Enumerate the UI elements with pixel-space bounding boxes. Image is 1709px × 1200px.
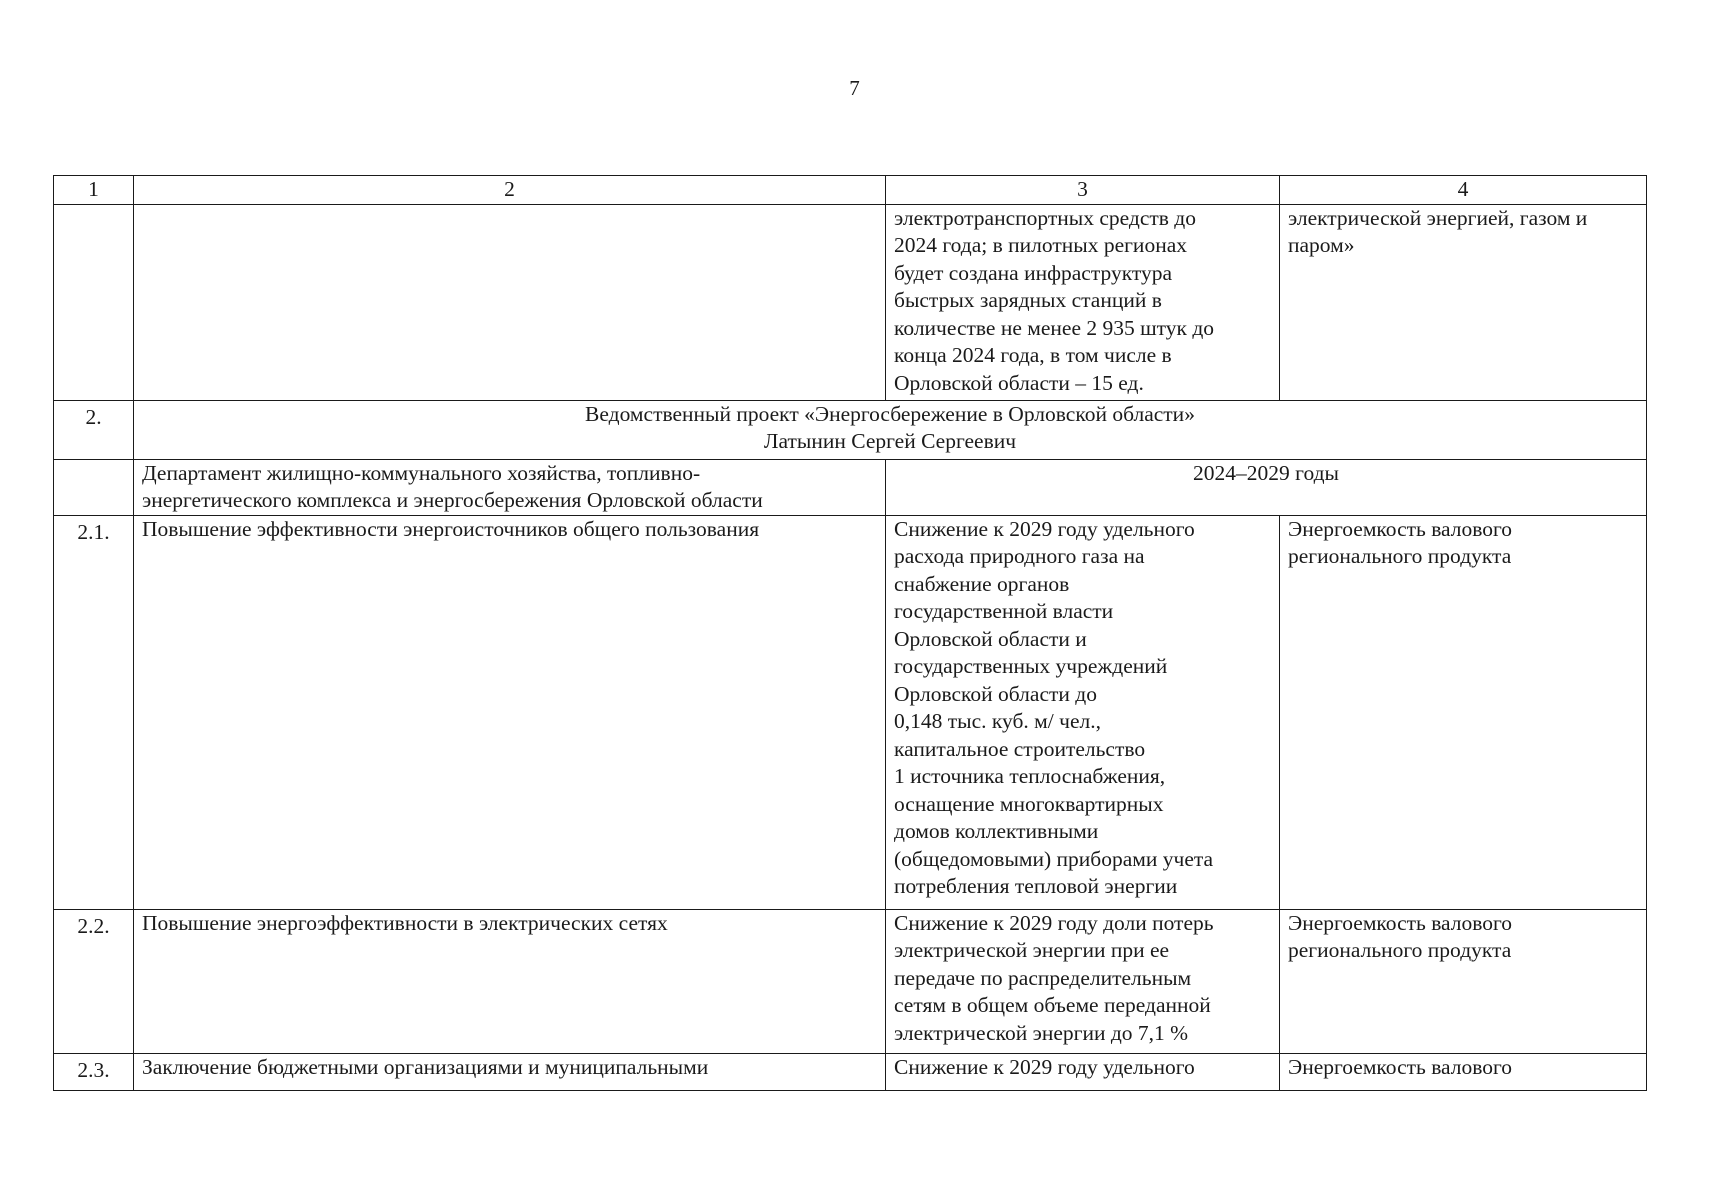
- text-line: оснащение многоквартирных: [894, 791, 1164, 816]
- table-header-row: [54, 176, 1647, 205]
- text-line: энергетического комплекса и энергосбережения Орловской области: [142, 488, 763, 512]
- cell-num: [54, 204, 134, 400]
- text-line: регионального продукта: [1288, 938, 1512, 962]
- cell-task: [134, 204, 886, 400]
- text-line: капитальное строительство: [894, 736, 1146, 761]
- text-line: передаче по распределительным: [894, 965, 1192, 990]
- cell-indicator: [1280, 204, 1647, 400]
- text-line: Орловской области и: [894, 626, 1087, 651]
- text-line: электротранспортных средств до: [894, 205, 1196, 230]
- project-title: Ведомственный проект «Энергосбережение в Орловской области»: [585, 401, 1195, 426]
- text-line: государственной власти: [894, 599, 1114, 623]
- cell-num: [54, 459, 134, 515]
- row-number: 2.2.: [54, 909, 134, 1053]
- project-number: 2.: [54, 400, 134, 459]
- page-number: 7: [849, 76, 860, 100]
- department-cell: [134, 459, 886, 515]
- row-number: 2.1.: [54, 515, 134, 909]
- header-cell-3: 3: [886, 176, 1280, 205]
- text-line: Орловской области – 15 ед.: [894, 370, 1144, 395]
- project-head: Латынин Сергей Сергеевич: [763, 429, 1017, 453]
- text-line: Орловской области до: [894, 681, 1097, 706]
- row-result: [886, 909, 1280, 1053]
- text-line: Снижение к 2029 году доли потерь: [894, 910, 1214, 935]
- row-result: [886, 1053, 1280, 1090]
- text-line: потребления тепловой энергии: [894, 874, 1178, 898]
- row-number: 2.3.: [54, 1053, 134, 1090]
- row-task: Повышение эффективности энергоисточников общего пользования: [134, 515, 886, 909]
- table-row: [54, 909, 1647, 1053]
- text-line: 1 источника теплоснабжения,: [894, 764, 1166, 788]
- header-cell-4: 4: [1280, 176, 1647, 205]
- text-line: электрической энергией, газом и: [1288, 205, 1588, 230]
- project-title-cell: [134, 400, 1647, 459]
- table-row-continuation: [54, 204, 1647, 400]
- row-indicator: [1280, 909, 1647, 1053]
- text-line: количестве не менее 2 935 штук до: [894, 315, 1215, 340]
- text-line: быстрых зарядных станций в: [894, 288, 1162, 312]
- text-line: домов коллективными: [894, 819, 1099, 843]
- table-row: [54, 1053, 1647, 1090]
- text-line: Энергоемкость валового: [1288, 516, 1513, 541]
- text-line: 0,148 тыс. куб. м/ чел.,: [894, 709, 1101, 733]
- text-line: 2024 года; в пилотных регионах: [894, 233, 1187, 257]
- text-line: государственных учреждений: [894, 654, 1168, 678]
- row-result: [886, 515, 1280, 909]
- period-cell: 2024–2029 годы: [886, 459, 1647, 515]
- text-line: конца 2024 года, в том числе в: [894, 343, 1172, 367]
- header-cell-2: 2: [134, 176, 886, 205]
- text-line: электрической энергии до 7,1 %: [894, 1020, 1189, 1045]
- measures-table: [53, 175, 1647, 1091]
- text-line: Энергоемкость валового: [1288, 1054, 1513, 1079]
- text-line: сетям в общем объеме переданной: [894, 993, 1211, 1017]
- cell-result: [886, 204, 1280, 400]
- department-row: [54, 459, 1647, 515]
- text-line: Энергоемкость валового: [1288, 910, 1513, 935]
- text-line: электрической энергии при ее: [894, 938, 1170, 962]
- text-line: расхода природного газа на: [894, 544, 1145, 568]
- header-cell-1: 1: [54, 176, 134, 205]
- text-line: (общедомовыми) приборами учета: [894, 846, 1214, 871]
- text-line: регионального продукта: [1288, 544, 1512, 568]
- text-line: будет создана инфраструктура: [894, 260, 1173, 285]
- project-row: [54, 400, 1647, 459]
- text-line: Снижение к 2029 году удельного: [894, 1054, 1195, 1079]
- row-indicator: [1280, 515, 1647, 909]
- text-line: Снижение к 2029 году удельного: [894, 516, 1195, 541]
- row-indicator: [1280, 1053, 1647, 1090]
- text-line: Департамент жилищно-коммунального хозяйства, топливно-: [142, 460, 701, 485]
- row-task: Повышение энергоэффективности в электрических сетях: [134, 909, 886, 1053]
- row-task: Заключение бюджетными организациями и муниципальными: [134, 1053, 886, 1090]
- text-line: паром»: [1288, 233, 1355, 257]
- table-row: [54, 515, 1647, 909]
- text-line: снабжение органов: [894, 571, 1070, 596]
